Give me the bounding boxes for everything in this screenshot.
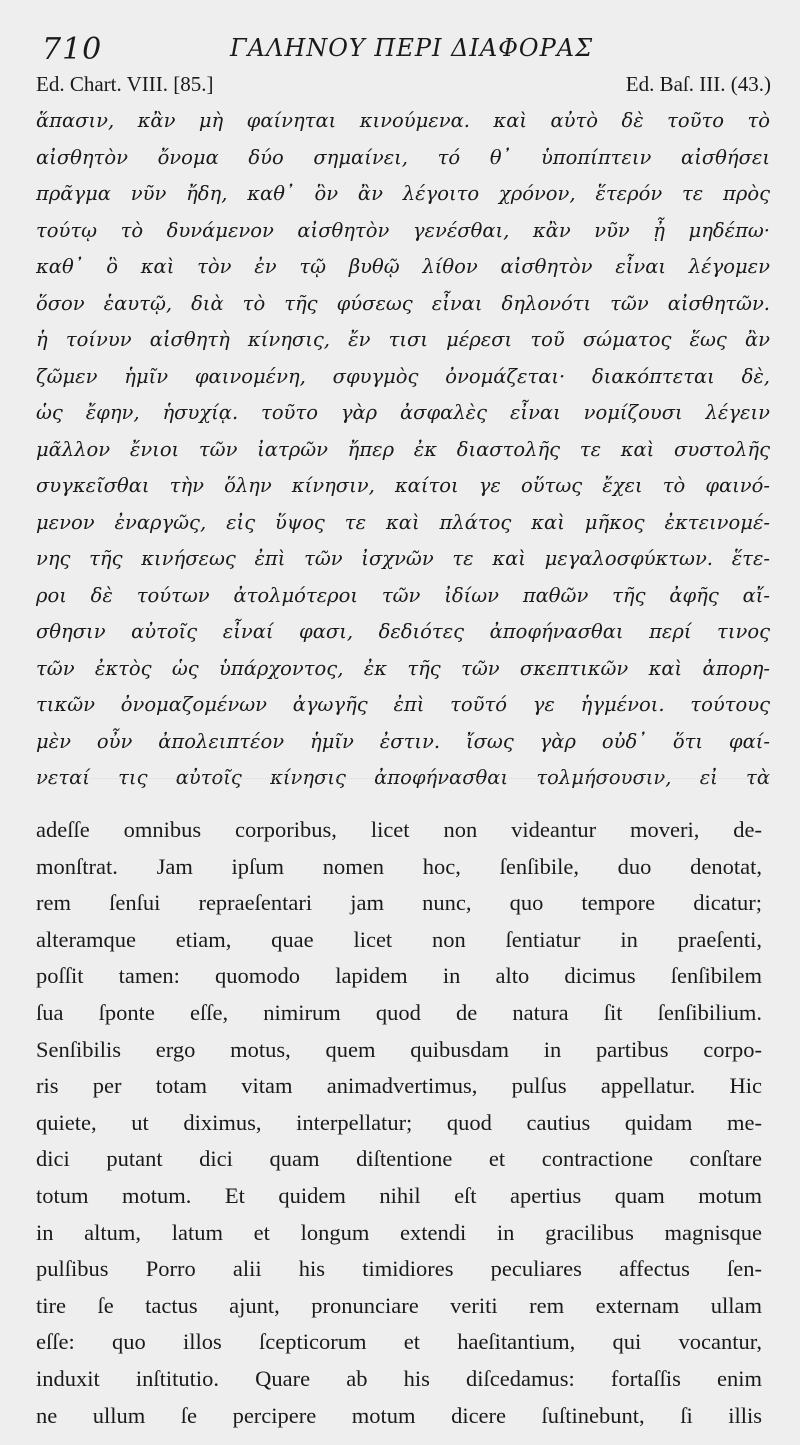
running-head	[36, 28, 776, 68]
latin-text-line: ſua ſponte eſſe, nimirum quod de natura ſit ſenſibilium.	[36, 999, 762, 1025]
greek-text-line: τούτῳ τὸ δυνάμενον αἰσθητὸν γενέσθαι, κἂν νῦν ᾖ μηδέπω·	[36, 218, 770, 242]
bleed-through-divider	[36, 778, 770, 799]
latin-text-line: poſſit tamen: quomodo lapidem in alto dicimus ſenſibilem	[36, 963, 762, 989]
latin-text-block	[36, 812, 762, 1434]
greek-text-line: μενον ἐναργῶς, εἰς ὕψος τε καὶ πλάτος καὶ μῆκος ἐκτεινομέ-	[36, 510, 770, 534]
edition-references	[36, 72, 771, 102]
greek-text-line: αἰσθητὸν ὄνομα δύο σημαίνει, τό θ᾽ ὑποπίπτειν αἰσθήσει	[36, 145, 770, 169]
page-title: ΓΑΛΗΝΟΥ ΠΕΡΙ ΔΙΑΦΟΡΑΣ	[230, 34, 594, 62]
greek-text-line: ἡ τοίνυν αἰσθητὴ κίνησις, ἔν τισι μέρεσι τοῦ σώματος ἕως ἂν	[36, 328, 770, 351]
greek-text-line: τικῶν ὀνομαζομένων ἀγωγῆς ἐπὶ τοῦτό γε ἡγμένοι. τούτους	[36, 693, 770, 716]
latin-text-line: alteramque etiam, quae licet non ſentiatur in praeſenti,	[36, 926, 762, 952]
latin-text-line: quiete, ut diximus, interpellatur; quod cautius quidam me-	[36, 1109, 762, 1135]
latin-text-line: ris per totam vitam animadvertimus, pulſus appellatur. Hic	[36, 1073, 762, 1099]
latin-text-line: rem ſenſui repraeſentari jam nunc, quo tempore dicatur;	[36, 890, 762, 916]
greek-text-line: καθ᾽ ὃ καὶ τὸν ἐν τῷ βυθῷ λίθον αἰσθητὸν εἶναι λέγομεν	[36, 255, 770, 278]
latin-text-line: adeſſe omnibus corporibus, licet non videantur moveri, de-	[36, 817, 762, 842]
greek-text-line: ροι δὲ τούτων ἀτολμότεροι τῶν ἰδίων παθῶν τῆς ἀφῆς αἴ-	[36, 583, 770, 607]
latin-text-line: monſtrat. Jam ipſum nomen hoc, ſenſibile, duo denotat,	[36, 853, 762, 879]
greek-text-line: τῶν ἐκτὸς ὡς ὑπάρχοντος, ἐκ τῆς τῶν σκεπτικῶν καὶ ἀπορη-	[36, 656, 770, 680]
greek-text-line: νεταί τις αὐτοῖς κίνησις ἀποφήνασθαι τολμήσουσιν, εἰ τὰ	[36, 766, 770, 789]
edition-reference-right: Ed. Baſ. III. (43.)	[625, 72, 771, 96]
greek-text-block	[36, 103, 770, 797]
latin-text-line: totum motum. Et quidem nihil eſt apertius quam motum	[36, 1182, 762, 1208]
greek-text-line: σθησιν αὐτοῖς εἶναί φασι, δεδιότες ἀποφήνασθαι περί τινος	[36, 620, 770, 643]
latin-text-line: eſſe: quo illos ſcepticorum et haeſitantium, qui vocantur,	[36, 1329, 762, 1355]
greek-text-line: ὅσον ἑαυτῷ, διὰ τὸ τῆς φύσεως εἶναι δηλονότι τῶν αἰσθητῶν.	[36, 291, 770, 315]
greek-text-line: μᾶλλον ἔνιοι τῶν ἰατρῶν ἤπερ ἐκ διαστολῆς τε καὶ συστολῆς	[36, 437, 770, 461]
latin-text-line: pulſibus Porro alii his timidiores peculiares affectus ſen-	[36, 1256, 762, 1282]
latin-text-line: dici putant dici quam diſtentione et contractione conſtare	[36, 1146, 762, 1172]
latin-text-line: in altum, latum et longum extendi in gracilibus magnisque	[36, 1219, 762, 1245]
greek-text-line: ζῶμεν ἡμῖν φαινομένη, σφυγμὸς ὀνομάζεται· διακόπτεται δὲ,	[36, 364, 770, 388]
greek-text-line: μὲν οὖν ἀπολειπτέον ἡμῖν ἐστιν. ἴσως γὰρ οὐδ᾽ ὅτι φαί-	[36, 729, 770, 753]
greek-text-line: συγκεῖσθαι τὴν ὅλην κίνησιν, καίτοι γε οὕτως ἔχει τὸ φαινό-	[36, 474, 770, 497]
page-number: 710	[42, 32, 103, 67]
greek-text-line: νης τῆς κινήσεως ἐπὶ τῶν ἰσχνῶν τε καὶ μεγαλοσφύκτων. ἕτε-	[36, 547, 770, 570]
latin-text-line: induxit inſtitutio. Quare ab his diſcedamus: fortaſſis enim	[36, 1365, 762, 1391]
latin-text-line: Senſibilis ergo motus, quem quibusdam in partibus corpo-	[36, 1036, 762, 1062]
edition-reference-left: Ed. Chart. VIII. [85.]	[36, 72, 214, 96]
greek-text-line: πρᾶγμα νῦν ἤδη, καθ᾽ ὃν ἂν λέγοιτο χρόνον, ἕτερόν τε πρὸς	[36, 182, 770, 205]
latin-text-line: tire ſe tactus ajunt, pronunciare veriti rem externam ullam	[36, 1292, 762, 1318]
greek-text-line: ὡς ἔφην, ἡσυχίᾳ. τοῦτο γὰρ ἀσφαλὲς εἶναι νομίζουσι λέγειν	[36, 401, 770, 424]
greek-text-line: ἅπασιν, κἂν μὴ φαίνηται κινούμενα. καὶ αὐτὸ δὲ τοῦτο τὸ	[36, 109, 770, 132]
latin-text-line: ne ullum ſe percipere motum dicere ſuſtinebunt, ſi illis	[36, 1402, 762, 1428]
